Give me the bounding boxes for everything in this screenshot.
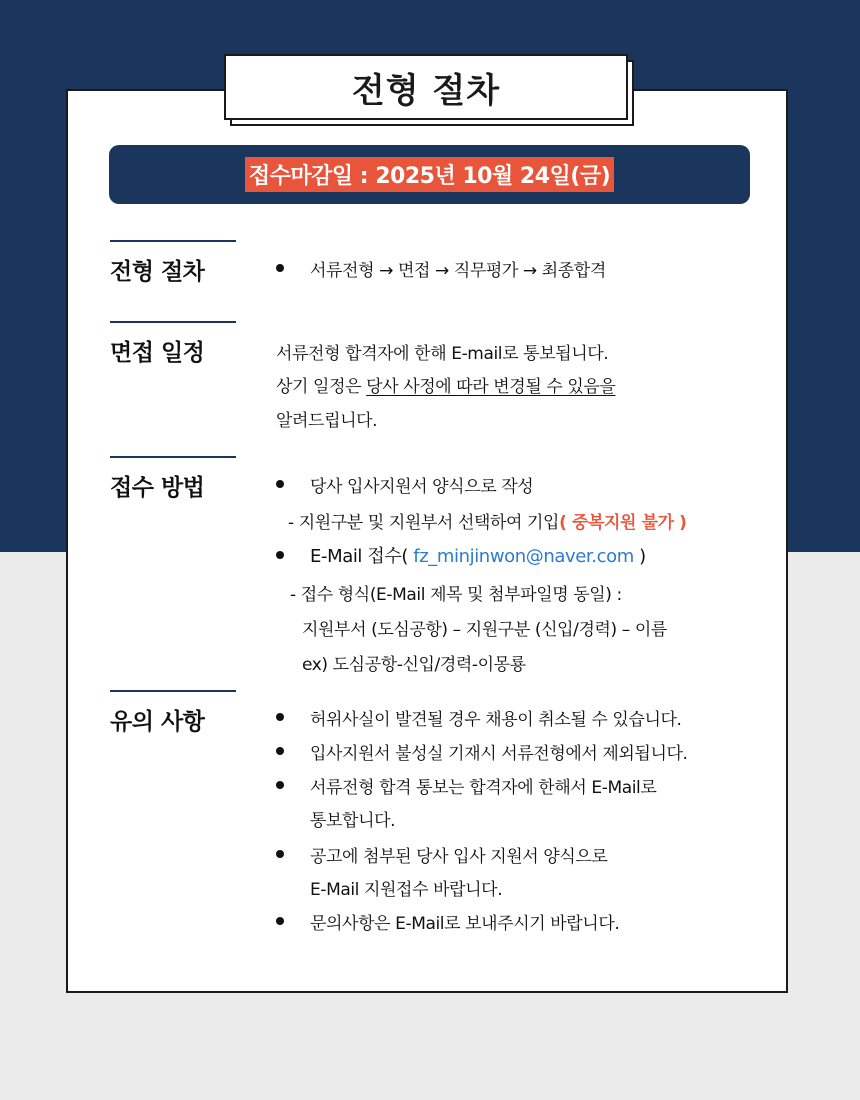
interview-notice-underlined: 당사 사정에 따라 변경될 수 있음을 <box>366 377 616 397</box>
apply-sub-2-line-1: - 접수 형식(E-Mail 제목 및 첨부파일명 동일) : <box>290 585 622 605</box>
notes-item-continued: 통보합니다. <box>310 811 396 831</box>
bullet-icon <box>276 747 284 755</box>
apply-sub-2-line-3: ex) 도심공항-신입/경력-이몽룡 <box>302 655 526 675</box>
section-divider <box>110 690 236 692</box>
notes-item: 문의사항은 E-Mail로 보내주시기 바랍니다. <box>310 914 620 934</box>
apply-bullet-2: E-Mail 접수( fz_minjinwon@naver.com ) <box>310 546 646 567</box>
email-link[interactable]: fz_minjinwon@naver.com <box>413 546 634 567</box>
page-title: 전형 절차 <box>224 54 628 120</box>
notes-item: 서류전형 합격 통보는 합격자에 한해서 E-Mail로 <box>310 778 657 798</box>
apply-bullet-1: 당사 입사지원서 양식으로 작성 <box>310 477 534 497</box>
bullet-icon <box>276 917 284 925</box>
process-steps: 서류전형 → 면접 → 직무평가 → 최종합격 <box>310 261 606 281</box>
apply-sub-1: - 지원구분 및 지원부서 선택하여 기입( 중복지원 불가 ) <box>288 513 687 533</box>
interview-line-3: 알려드립니다. <box>276 411 378 431</box>
bullet-icon <box>276 551 284 559</box>
section-label-interview: 면접 일정 <box>110 340 205 366</box>
section-label-process: 전형 절차 <box>110 259 205 285</box>
apply-sub-2-line-2: 지원부서 (도심공항) – 지원구분 (신입/경력) – 이름 <box>302 620 667 640</box>
bullet-icon <box>276 480 284 488</box>
notes-item-continued: E-Mail 지원접수 바랍니다. <box>310 880 503 900</box>
bullet-icon <box>276 264 284 272</box>
section-label-apply: 접수 방법 <box>110 475 205 501</box>
section-divider <box>110 456 236 458</box>
interview-line-2: 상기 일정은 당사 사정에 따라 변경될 수 있음을 <box>276 377 616 397</box>
bullet-icon <box>276 713 284 721</box>
interview-line-1: 서류전형 합격자에 한해 E-mail로 통보됩니다. <box>276 344 609 364</box>
duplicate-warning: ( 중복지원 불가 ) <box>559 513 687 533</box>
bullet-icon <box>276 781 284 789</box>
notes-item: 허위사실이 발견될 경우 채용이 취소될 수 있습니다. <box>310 710 682 730</box>
notes-item: 공고에 첨부된 당사 입사 지원서 양식으로 <box>310 847 608 867</box>
section-label-notes: 유의 사항 <box>110 709 205 735</box>
section-divider <box>110 240 236 242</box>
bullet-icon <box>276 850 284 858</box>
section-divider <box>110 321 236 323</box>
deadline-banner <box>109 145 750 204</box>
deadline-text: 접수마감일 : 2025년 10월 24일(금) <box>245 157 614 192</box>
notes-item: 입사지원서 불성실 기재시 서류전형에서 제외됩니다. <box>310 744 688 764</box>
